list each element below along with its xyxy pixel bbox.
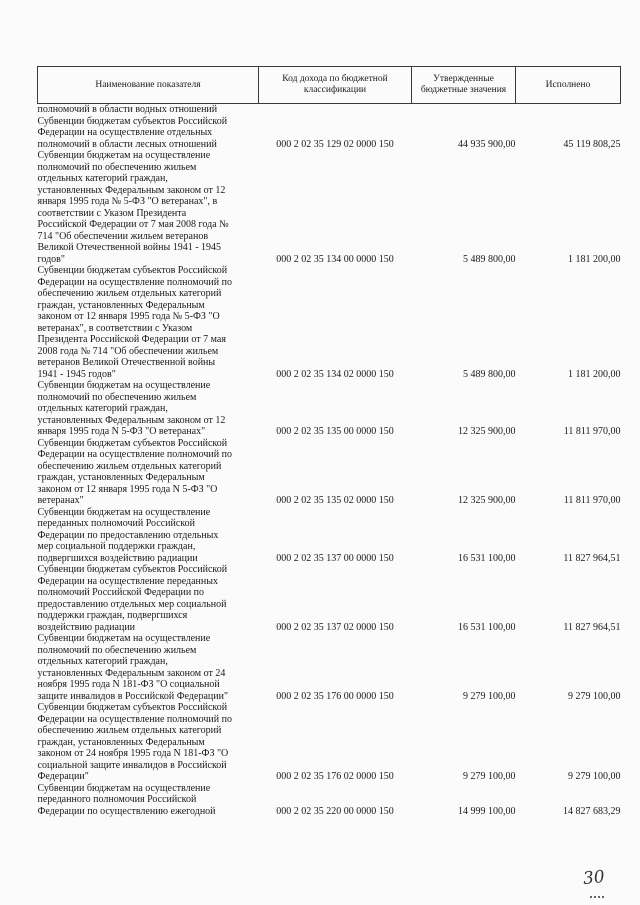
row-name-line: обеспечению жильем отдельных категорий — [37, 460, 222, 472]
row-name-line: установленных Федеральным законом от 12 — [37, 414, 226, 426]
row-name-cell — [38, 104, 259, 116]
row-name-line: установленных Федеральным законом от 12 — [37, 184, 226, 196]
row-name-line: Субвенции бюджетам субъектов Российской — [37, 437, 228, 449]
table-row — [38, 507, 621, 565]
row-name-line: граждан, установленных Федеральным — [37, 736, 205, 748]
header-name: Наименование показателя — [38, 67, 259, 104]
row-code — [259, 104, 412, 116]
row-name-line: Российской Федерации от 7 мая 2008 года № — [37, 219, 229, 230]
row-name-line: защите инвалидов в Российской Федерации" — [37, 690, 229, 702]
row-approved-value: 12 325 900,00 — [458, 426, 516, 437]
table-header-row — [38, 67, 621, 104]
row-name-line: полномочий в области водных отношений — [37, 104, 218, 115]
row-name-line: законом от 24 ноября 1995 года N 181-ФЗ "О — [37, 748, 229, 759]
table-row — [38, 783, 621, 818]
row-approved-value: 16 531 100,00 — [458, 621, 516, 633]
table-body — [38, 104, 621, 818]
row-name-line: ветеранах" — [37, 495, 84, 506]
row-name-line: воздействию радиации — [37, 621, 136, 633]
row-name-line: Субвенции бюджетам субъектов Российской — [37, 265, 228, 276]
row-name-line: граждан, установленных Федеральным — [37, 299, 205, 311]
row-executed-value: 11 811 970,00 — [563, 495, 621, 506]
row-name-line: поддержки граждан, подвергшихся — [37, 610, 188, 621]
row-code: 000 2 02 35 137 02 0000 150 — [276, 621, 394, 633]
row-approved-value: 9 279 100,00 — [463, 690, 516, 702]
report-table — [37, 66, 621, 817]
row-executed-value — [516, 104, 621, 116]
row-executed-value: 9 279 100,00 — [568, 771, 621, 782]
row-approved-value: 12 325 900,00 — [458, 495, 516, 506]
row-name-line: Федерации на осуществление переданных — [37, 575, 218, 587]
row-name-line: обеспечению жильем отдельных категорий — [37, 725, 222, 736]
row-name-line: предоставлению отдельных мер социальной — [37, 598, 227, 610]
row-executed-value: 1 181 200,00 — [568, 368, 621, 380]
row-name-line: 1941 - 1945 годов" — [37, 368, 116, 380]
table-row — [38, 116, 621, 151]
row-name-line: Федерации на осуществление полномочий по — [37, 713, 232, 725]
header-executed: Исполнено — [516, 67, 621, 104]
row-name-line: отдельных категорий граждан, — [37, 403, 168, 414]
header-approved: Утвержденные бюджетные значения — [412, 67, 516, 104]
row-name-line: января 1995 года № 5-ФЗ "О ветеранах", в — [37, 196, 218, 207]
row-executed-value: 11 827 964,51 — [563, 552, 621, 564]
row-name-cell — [38, 507, 259, 565]
table-row — [38, 702, 621, 783]
row-name-line: установленных Федеральным законом от 24 — [37, 667, 226, 679]
row-name-line: Федерации" — [37, 771, 89, 782]
row-name-line: переданных полномочий Российской — [37, 518, 195, 529]
row-name-line: переданного полномочия Российской — [37, 794, 197, 805]
row-code: 000 2 02 35 137 00 0000 150 — [276, 552, 394, 564]
table-row — [38, 104, 621, 116]
row-code: 000 2 02 35 135 02 0000 150 — [276, 495, 394, 506]
row-approved-value: 14 999 100,00 — [458, 805, 516, 817]
row-name-cell — [38, 438, 259, 507]
row-name-line: мер социальной поддержки граждан, — [37, 541, 196, 552]
row-code: 000 2 02 35 220 00 0000 150 — [276, 805, 394, 817]
row-code: 000 2 02 35 134 00 0000 150 — [276, 253, 394, 265]
row-executed-value: 45 119 808,25 — [563, 138, 621, 150]
row-code: 000 2 02 35 129 02 0000 150 — [276, 138, 394, 150]
table-row — [38, 265, 621, 380]
row-name-line: годов" — [37, 253, 65, 265]
row-name-line: законом от 12 января 1995 года № 5-ФЗ "О — [37, 311, 220, 322]
table-row — [38, 150, 621, 265]
row-code: 000 2 02 35 176 02 0000 150 — [276, 771, 394, 782]
row-name-line: Субвенции бюджетам на осуществление — [37, 633, 211, 644]
row-name-line: обеспечению жильем отдельных категорий — [37, 288, 222, 299]
row-name-cell — [38, 633, 259, 702]
row-name-line: Президента Российской Федерации от 7 мая — [37, 334, 226, 345]
row-name-line: ветеранах", в соответствии с Указом — [37, 322, 193, 334]
row-name-line: социальной защите инвалидов в Российской — [37, 759, 227, 771]
row-name-line: Великой Отечественной войны 1941 - 1945 — [37, 242, 222, 253]
row-approved-value: 16 531 100,00 — [458, 552, 516, 564]
table-row — [38, 633, 621, 702]
row-executed-value: 1 181 200,00 — [568, 253, 621, 265]
row-name-line: ноября 1995 года N 181-ФЗ "О социальной — [37, 679, 220, 690]
row-name-line: 714 "Об обеспечении жильем ветеранов — [37, 230, 209, 242]
table-row — [38, 380, 621, 438]
row-executed-value: 9 279 100,00 — [568, 690, 621, 702]
header-code: Код дохода по бюджетной классификации — [259, 67, 412, 104]
row-name-line: полномочий по обеспечению жильем — [37, 161, 197, 173]
row-name-line: Субвенции бюджетам на осуществление — [37, 150, 211, 161]
row-name-line: января 1995 года N 5-ФЗ "О ветеранах" — [37, 426, 206, 437]
row-name-line: полномочий Российской Федерации по — [37, 587, 205, 598]
row-name-line: отдельных категорий граждан, — [37, 173, 168, 184]
row-name-cell — [38, 783, 259, 818]
row-approved-value — [412, 104, 516, 116]
row-code: 000 2 02 35 134 02 0000 150 — [276, 368, 394, 380]
row-name-line: Субвенции бюджетам субъектов Российской — [37, 702, 228, 713]
row-name-line: отдельных категорий граждан, — [37, 656, 168, 667]
row-name-cell — [38, 150, 259, 265]
row-name-line: Субвенции бюджетам субъектов Российской — [37, 115, 228, 127]
page-number: 30 — [582, 866, 606, 890]
row-approved-value: 5 489 800,00 — [463, 253, 516, 265]
row-name-cell — [38, 702, 259, 783]
row-name-line: полномочий в области лесных отношений — [37, 138, 217, 150]
row-name-cell — [38, 380, 259, 438]
row-name-line: Федерации по предоставлению отдельных — [37, 529, 219, 541]
row-code: 000 2 02 35 176 00 0000 150 — [276, 690, 394, 702]
row-name-line: соответствии с Указом Президента — [37, 207, 187, 219]
row-name-line: полномочий по обеспечению жильем — [37, 644, 197, 656]
row-name-line: Федерации по осуществлению ежегодной — [37, 805, 216, 817]
row-executed-value: 11 811 970,00 — [563, 426, 621, 437]
row-name-cell — [38, 564, 259, 633]
row-name-line: Субвенции бюджетам на осуществление — [37, 782, 211, 794]
row-approved-value: 9 279 100,00 — [463, 771, 516, 782]
row-name-cell — [38, 116, 259, 151]
page-number-mark — [590, 896, 604, 900]
table-row — [38, 438, 621, 507]
row-name-line: Федерации на осуществление полномочий по — [37, 449, 232, 460]
row-code: 000 2 02 35 135 00 0000 150 — [276, 426, 394, 437]
row-approved-value: 44 935 900,00 — [458, 138, 516, 150]
row-name-line: Федерации на осуществление отдельных — [37, 127, 213, 138]
row-executed-value: 14 827 683,29 — [563, 805, 621, 817]
row-name-line: 2008 года № 714 "Об обеспечении жильем — [37, 345, 219, 357]
row-name-line: Субвенции бюджетам на осуществление — [37, 506, 211, 518]
row-name-line: Субвенции бюджетам субъектов Российской — [37, 564, 228, 575]
row-name-cell — [38, 265, 259, 380]
table-row — [38, 564, 621, 633]
row-name-line: Федерации на осуществление полномочий по — [37, 276, 232, 288]
row-name-line: Субвенции бюджетам на осуществление — [37, 380, 211, 391]
row-name-line: ветеранов Великой Отечественной войны — [37, 357, 216, 368]
row-name-line: подвергшихся воздействию радиации — [37, 552, 198, 564]
row-name-line: законом от 12 января 1995 года N 5-ФЗ "О — [37, 483, 218, 495]
row-name-line: граждан, установленных Федеральным — [37, 472, 205, 483]
row-executed-value: 11 827 964,51 — [563, 621, 621, 633]
row-name-line: полномочий по обеспечению жильем — [37, 391, 197, 403]
row-approved-value: 5 489 800,00 — [463, 368, 516, 380]
